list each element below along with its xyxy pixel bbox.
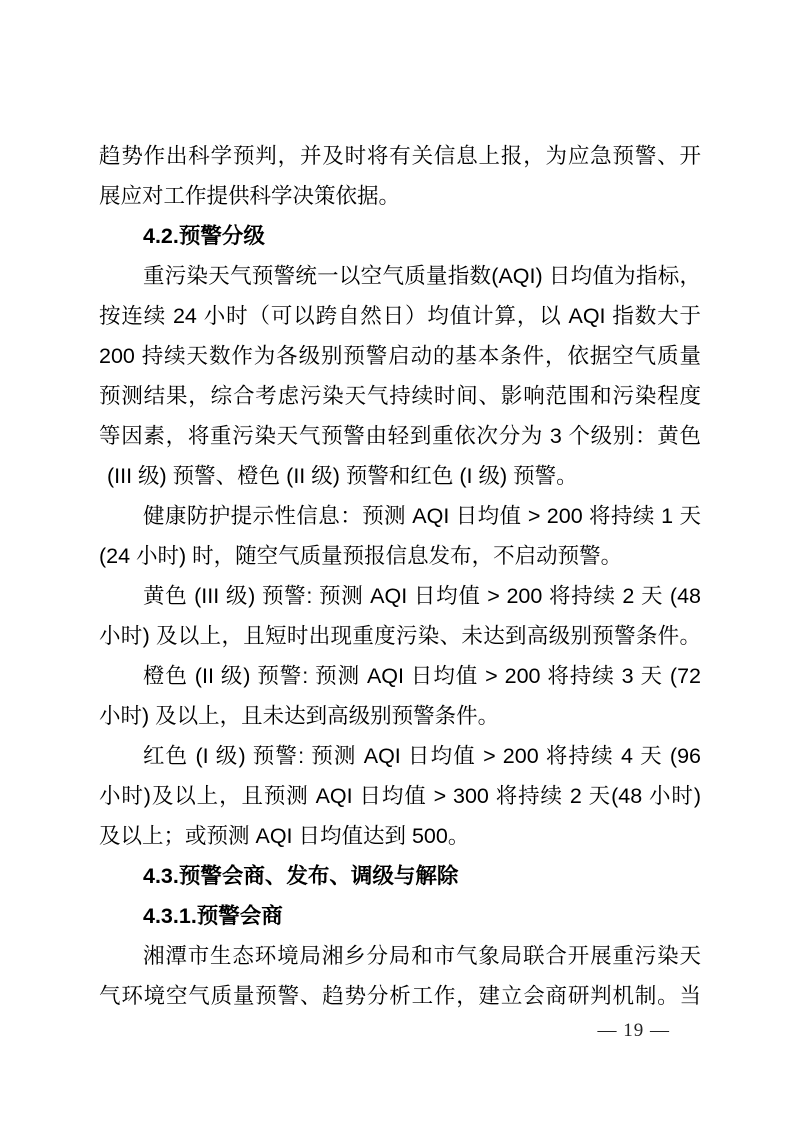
text-line: 按连续 24 小时（可以跨自然日）均值计算，以 AQI 指数大于 bbox=[99, 304, 701, 328]
text-line: 小时) 及以上，且未达到高级别预警条件。 bbox=[99, 704, 500, 728]
text-line: 及以上；或预测 AQI 日均值达到 500。 bbox=[99, 824, 470, 848]
text-line: 红色 (I 级) 预警: 预测 AQI 日均值 > 200 将持续 4 天 (96 bbox=[143, 744, 701, 768]
text-line: 预测结果，综合考虑污染天气持续时间、影响范围和污染程度 bbox=[99, 384, 701, 408]
section-heading: 4.3.预警会商、发布、调级与解除 bbox=[143, 864, 459, 888]
text-line: 展应对工作提供科学决策依据。 bbox=[99, 184, 401, 208]
section-heading: 4.2.预警分级 bbox=[143, 224, 265, 248]
text-line: (III 级) 预警、橙色 (II 级) 预警和红色 (I 级) 预警。 bbox=[107, 464, 578, 488]
text-line: 趋势作出科学预判，并及时将有关信息上报，为应急预警、开 bbox=[99, 144, 701, 168]
text-line: 小时) 及以上，且短时出现重度污染、未达到高级别预警条件。 bbox=[99, 624, 701, 648]
text-line: 橙色 (II 级) 预警: 预测 AQI 日均值 > 200 将持续 3 天 (72 bbox=[143, 664, 701, 688]
text-line: (24 小时) 时，随空气质量预报信息发布，不启动预警。 bbox=[99, 544, 623, 568]
text-line: 湘潭市生态环境局湘乡分局和市气象局联合开展重污染天 bbox=[143, 944, 701, 968]
text-line: 200 持续天数作为各级别预警启动的基本条件，依据空气质量 bbox=[99, 344, 701, 368]
section-heading: 4.3.1.预警会商 bbox=[143, 904, 283, 928]
text-line: 黄色 (III 级) 预警: 预测 AQI 日均值 > 200 将持续 2 天 (48 bbox=[143, 584, 701, 608]
document-body bbox=[99, 136, 701, 1016]
text-line: 重污染天气预警统一以空气质量指数(AQI) 日均值为指标， bbox=[143, 264, 701, 288]
text-line: 健康防护提示性信息：预测 AQI 日均值 > 200 将持续 1 天 bbox=[143, 504, 701, 528]
page-number: — 19 — bbox=[597, 1020, 670, 1041]
text-line: 小时)及以上，且预测 AQI 日均值 > 300 将持续 2 天(48 小时) bbox=[99, 784, 701, 808]
text-line: 等因素，将重污染天气预警由轻到重依次分为 3 个级别：黄色 bbox=[99, 424, 701, 448]
text-line: 气环境空气质量预警、趋势分析工作，建立会商研判机制。当 bbox=[99, 984, 701, 1008]
